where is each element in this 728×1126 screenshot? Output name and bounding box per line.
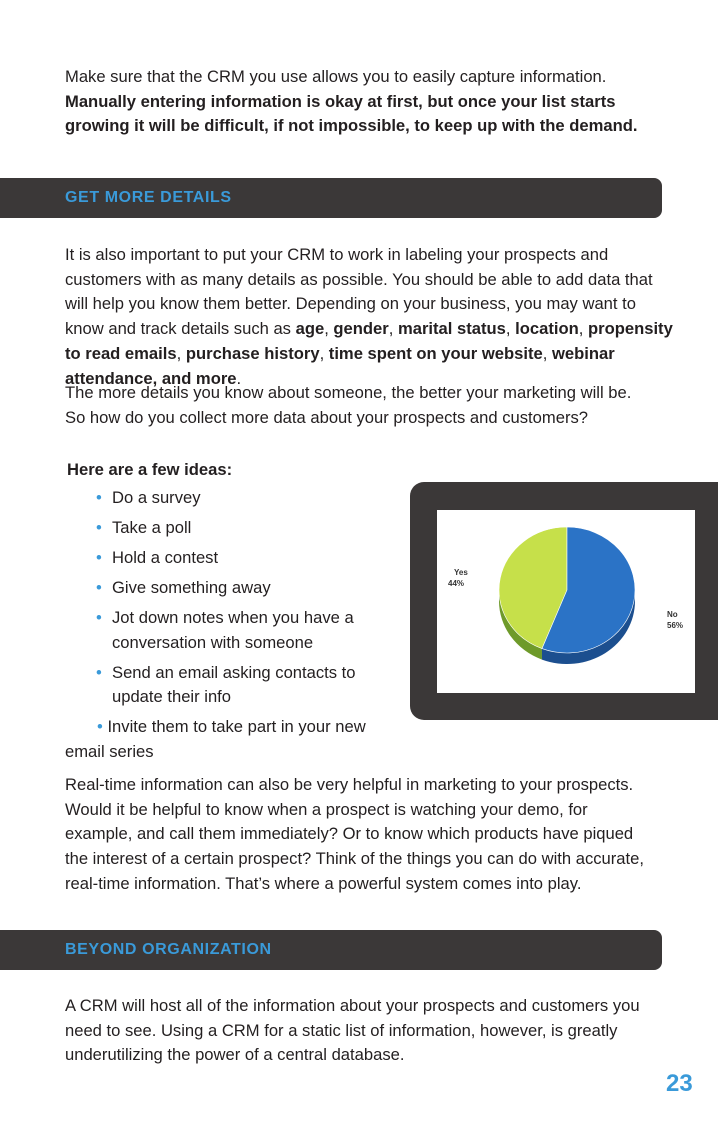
more-details-paragraph: The more details you know about someone, the better your marketing will be. So how do you collect more data about your prospects and customers? [65, 383, 632, 427]
bullet-icon: • [96, 488, 102, 507]
list-item-text: Give something away [112, 578, 271, 597]
detail-term: webinar attendance, and more [65, 343, 615, 388]
bullet-icon: • [96, 578, 102, 597]
section-header-get-more-details [0, 178, 662, 218]
bullet-icon: • [97, 717, 103, 736]
section-title: GET MORE DETAILS [65, 189, 232, 206]
page-number: 23 [666, 1070, 693, 1097]
pie-chart [437, 510, 695, 693]
list-item-text: Jot down notes when you have a conversation with someone [112, 608, 354, 652]
separator: . [236, 368, 242, 388]
separator: , [324, 319, 334, 339]
list-item [96, 546, 396, 571]
separator: , [578, 319, 588, 339]
detail-term: propensity to read emails [65, 319, 673, 363]
pie-value-no: 56% [667, 621, 684, 630]
bullet-icon: • [96, 518, 102, 537]
section-title: BEYOND ORGANIZATION [65, 941, 272, 958]
ideas-heading: Here are a few ideas: [67, 460, 233, 479]
crm-paragraph: A CRM will host all of the information about your prospects and customers you need to see. Using a CRM for a static list of information, however, is greatly underutilizing the power of a central database. [65, 996, 640, 1065]
detail-term: purchase history [185, 343, 320, 363]
separator: , [319, 343, 329, 363]
list-item-text: Hold a contest [112, 548, 219, 567]
list-item-text: Do a survey [112, 488, 201, 507]
details-paragraph [65, 243, 675, 391]
bullet-icon: • [96, 608, 102, 627]
list-item-last [65, 715, 385, 764]
list-item-text: Take a poll [112, 518, 192, 537]
chart-panel [437, 510, 695, 693]
list-item-text: Invite them to take part in your new email series [65, 717, 366, 761]
detail-term: marital status [397, 319, 506, 339]
details-text: It is also important to put your CRM to work in labeling your prospects and customers with as many details as possible. You should be able to add data that will help you know them better. Depending on your business, you may want to know and track details such as [65, 245, 653, 339]
detail-term: gender [333, 319, 389, 339]
list-item [96, 486, 396, 511]
realtime-paragraph: Real-time information can also be very helpful in marketing to your prospects. Would it be helpful to know when a prospect is watching your demo, for example, and call them immediately? Or to know which products have piqued the interest of a certain prospect? Think of the things you can do with accurate, real-time information. That’s where a powerful system comes into play. [65, 775, 644, 893]
pie-value-yes: 44% [448, 579, 465, 588]
intro-bold-text: Manually entering information is okay at first, but once your list starts growing it will be difficult, if not impossible, to keep up with the demand. [65, 91, 638, 136]
section-header-beyond-organization [0, 930, 662, 970]
separator: , [176, 343, 186, 363]
list-item-text: Send an email asking contacts to update their info [112, 662, 356, 707]
list-item [96, 606, 387, 655]
separator: , [505, 319, 516, 339]
intro-paragraph [65, 65, 665, 139]
pie-label-yes: Yes [454, 568, 468, 577]
chart-frame [410, 482, 718, 720]
ideas-list [96, 486, 396, 715]
list-item [96, 576, 396, 601]
pie-label-no: No [667, 610, 678, 619]
detail-term: age [295, 319, 325, 339]
list-item [96, 516, 396, 541]
detail-term: location [515, 319, 579, 339]
bullet-icon: • [96, 662, 102, 682]
detail-term: time spent on your website [328, 343, 543, 363]
bullet-icon: • [96, 548, 102, 567]
list-item [96, 661, 392, 710]
intro-text: Make sure that the CRM you use allows you to easily capture information. [65, 67, 607, 86]
separator: , [542, 343, 552, 363]
separator: , [388, 319, 398, 339]
